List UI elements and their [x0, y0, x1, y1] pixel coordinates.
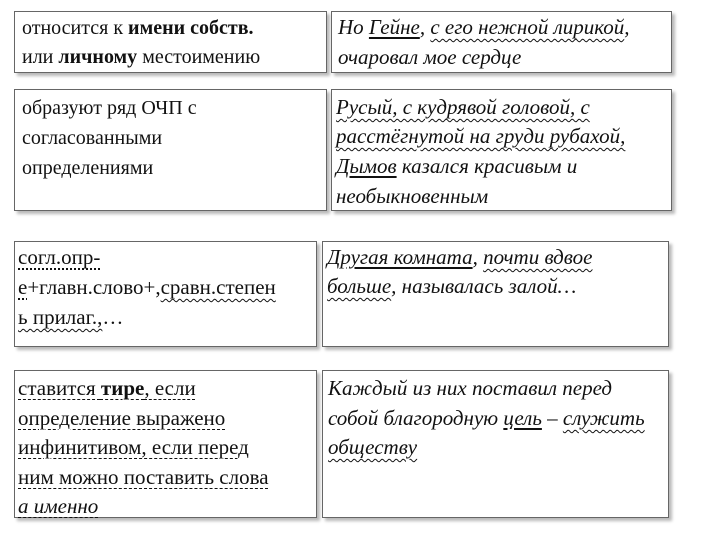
- text: местоимению: [137, 46, 261, 68]
- row3-left-line2: [18, 273, 276, 302]
- row3-left-line1: [18, 243, 100, 272]
- text-isolated-attribute: с его нежной лирикой: [430, 15, 625, 39]
- row4-left-line5: [18, 492, 98, 521]
- row1-right-line1: [338, 13, 630, 42]
- row4-left-line4: [18, 463, 269, 492]
- text-isolated-attribute: обществу: [328, 435, 418, 459]
- row2-right-line2: [336, 122, 625, 151]
- text: собой благородную: [328, 406, 504, 430]
- text: необыкновенным: [336, 184, 489, 208]
- row1-right-line2: [338, 43, 521, 72]
- text: ним можно поставить слова: [18, 465, 269, 489]
- text: инфинитивом, если перед: [18, 435, 249, 459]
- text-bold: имени собств.: [128, 17, 254, 39]
- row4-left-line2: [18, 404, 225, 433]
- text: казался красивым и: [396, 154, 578, 178]
- row3-right-line1: [327, 243, 592, 272]
- text-subject: цель: [503, 406, 542, 430]
- text-bold: тире: [100, 376, 145, 400]
- row2-left-line2: [22, 123, 162, 153]
- text-isolated-attribute: ь прилаг.,: [18, 305, 103, 329]
- text: определениями: [22, 157, 154, 179]
- text: образуют ряд ОЧП с: [22, 97, 197, 119]
- text: , называлась залой…: [391, 274, 577, 298]
- row4-left-line3: [18, 433, 249, 462]
- row1-left-line2: [22, 42, 260, 72]
- row3-right-line2: [327, 272, 576, 301]
- text: относится к: [22, 17, 129, 39]
- row4-right-line3: [328, 433, 417, 462]
- text: е: [18, 275, 28, 299]
- text-subject: Дымов: [336, 154, 397, 178]
- text: Каждый из них поставил перед: [328, 376, 613, 400]
- row4-right-line2: [328, 404, 645, 433]
- text: или: [22, 46, 59, 68]
- text-subject: Другая комната: [327, 245, 473, 269]
- row4-left-line1: [18, 374, 196, 403]
- row4-right-line1: [328, 374, 612, 403]
- text: …: [102, 305, 124, 329]
- row1-left-line1: [22, 13, 254, 43]
- text: а именно: [18, 494, 99, 518]
- text: очаровал мое сердце: [338, 45, 522, 69]
- text-isolated-attribute: почти вдвое: [483, 245, 593, 269]
- text-isolated-attribute: Русый, с кудрявой головой, с: [336, 95, 590, 119]
- text: определение выражено: [18, 406, 226, 430]
- text: согл.опр-: [18, 245, 101, 269]
- text: ,: [472, 245, 484, 269]
- text-isolated-attribute: сравн.степен: [160, 275, 276, 299]
- row2-left-line3: [22, 153, 153, 183]
- row2-right-line3: [336, 152, 577, 181]
- text-isolated-attribute: больше: [327, 274, 392, 298]
- row2-right-line4: [336, 182, 488, 211]
- text-isolated-attribute: служить: [562, 406, 645, 430]
- text: ,: [419, 15, 431, 39]
- text: –: [541, 406, 563, 430]
- text: ,: [624, 15, 630, 39]
- text-subject: Гейне: [368, 15, 420, 39]
- text-isolated-attribute: расстёгнутой на груди рубахой,: [336, 124, 626, 148]
- row2-right-line1: [336, 93, 590, 122]
- text-bold: личному: [58, 46, 138, 68]
- text: , если: [144, 376, 196, 400]
- row3-left-line3: [18, 303, 123, 332]
- row2-left-line1: [22, 93, 197, 123]
- text: ставится: [18, 376, 101, 400]
- text: Но: [338, 15, 369, 39]
- text: согласованными: [22, 127, 163, 149]
- text: +главн.слово+,: [27, 275, 161, 299]
